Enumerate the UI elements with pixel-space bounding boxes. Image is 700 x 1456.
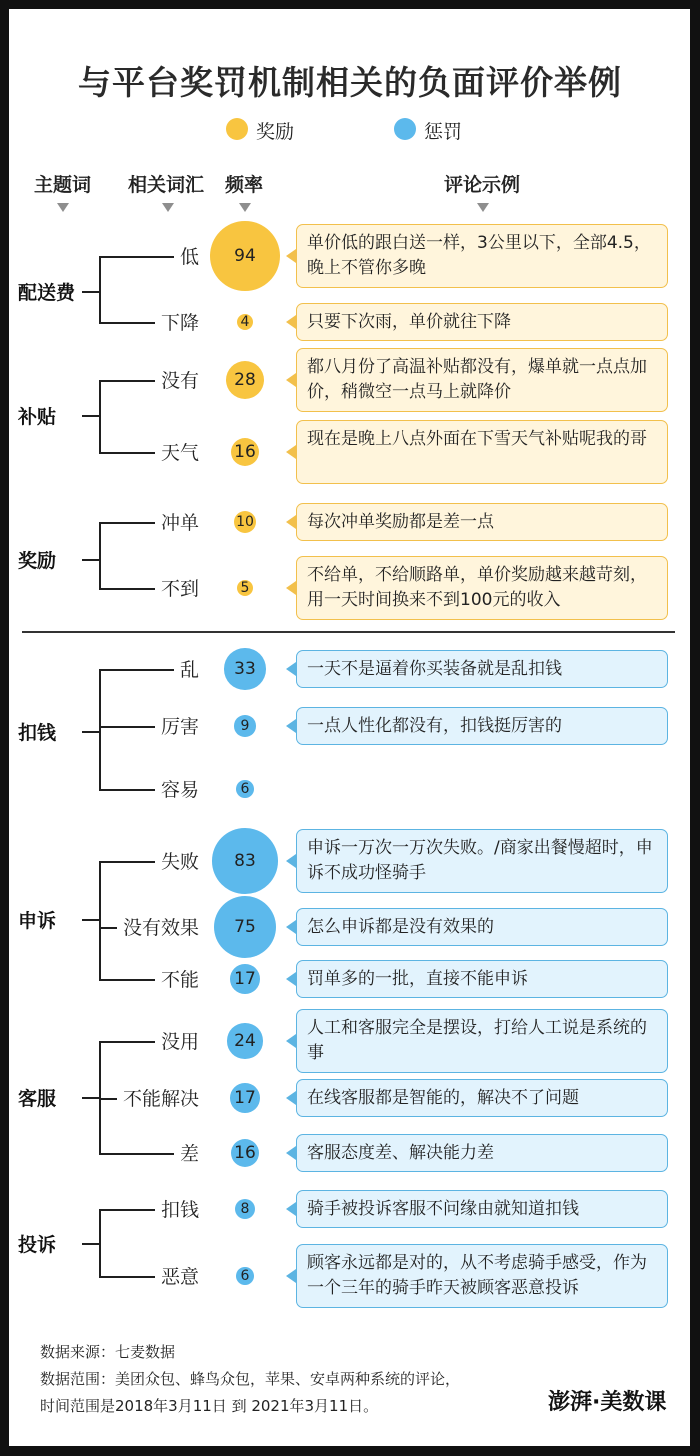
legend-punish-dot bbox=[394, 118, 416, 140]
header-topic: 主题词 bbox=[34, 174, 92, 196]
tree-branch-line bbox=[82, 1097, 99, 1099]
topic-label: 扣钱 bbox=[18, 722, 57, 744]
tree-trunk-line bbox=[99, 380, 101, 452]
topic-label: 配送费 bbox=[18, 282, 76, 304]
tree-leaf-line bbox=[99, 1209, 155, 1211]
tree-branch-line bbox=[82, 919, 99, 921]
section-divider bbox=[22, 631, 675, 633]
comment-box: 顾客永远都是对的，从不考虑骑手感受，作为一个三年的骑手昨天被顾客恶意投诉 bbox=[296, 1244, 668, 1308]
comment-pointer bbox=[286, 1269, 296, 1283]
page-title: 与平台奖罚机制相关的负面评价举例 bbox=[78, 63, 622, 102]
comment-pointer bbox=[286, 1091, 296, 1105]
topic-label: 客服 bbox=[18, 1088, 57, 1110]
frequency-bubble: 10 bbox=[234, 511, 257, 534]
comment-pointer bbox=[286, 972, 296, 986]
related-word: 不能解决 bbox=[123, 1088, 200, 1110]
comment-pointer bbox=[286, 445, 296, 459]
comment-box: 人工和客服完全是摆设，打给人工说是系统的事 bbox=[296, 1009, 668, 1073]
tree-trunk-line bbox=[99, 861, 101, 979]
brand-logo: 澎湃·美数课 bbox=[548, 1390, 667, 1415]
comment-box: 都八月份了高温补贴都没有，爆单就一点点加价，稍微空一点马上就降价 bbox=[296, 348, 668, 412]
topic-label: 补贴 bbox=[18, 406, 57, 428]
tree-leaf-line bbox=[99, 789, 155, 791]
tree-trunk-line bbox=[99, 256, 101, 322]
frequency-bubble: 75 bbox=[214, 896, 276, 958]
frequency-bubble: 5 bbox=[237, 580, 253, 596]
tree-branch-line bbox=[82, 1243, 99, 1245]
related-word: 没用 bbox=[161, 1031, 200, 1053]
frequency-bubble: 16 bbox=[231, 1139, 260, 1168]
frequency-bubble: 94 bbox=[210, 221, 280, 291]
header-word: 相关词汇 bbox=[128, 174, 205, 196]
comment-pointer bbox=[286, 581, 296, 595]
comment-pointer bbox=[286, 1202, 296, 1216]
tree-leaf-line bbox=[99, 979, 155, 981]
comment-pointer bbox=[286, 373, 296, 387]
comment-box: 申诉一万次一万次失败。/商家出餐慢超时，申诉不成功怪骑手 bbox=[296, 829, 668, 893]
related-word: 乱 bbox=[180, 659, 200, 681]
comment-pointer bbox=[286, 1146, 296, 1160]
comment-pointer bbox=[286, 1034, 296, 1048]
frequency-bubble: 9 bbox=[234, 715, 256, 737]
frequency-bubble: 24 bbox=[227, 1023, 262, 1058]
comment-box: 客服态度差、解决能力差 bbox=[296, 1134, 668, 1172]
frequency-bubble: 28 bbox=[226, 361, 264, 399]
comment-box: 骑手被投诉客服不问缘由就知道扣钱 bbox=[296, 1190, 668, 1228]
comment-box: 一天不是逼着你买装备就是乱扣钱 bbox=[296, 650, 668, 688]
topic-label: 申诉 bbox=[18, 910, 57, 932]
comment-pointer bbox=[286, 854, 296, 868]
related-word: 差 bbox=[180, 1143, 200, 1165]
tree-leaf-line bbox=[99, 861, 155, 863]
related-word: 恶意 bbox=[161, 1266, 200, 1288]
frequency-bubble: 33 bbox=[224, 648, 265, 689]
comment-box: 每次冲单奖励都是差一点 bbox=[296, 503, 668, 541]
footer-scope: 数据范围：美团众包、蜂鸟众包，苹果、安卓两种系统的评论， bbox=[40, 1370, 461, 1388]
footer-time: 时间范围是2018年3月11日 到 2021年3月11日。 bbox=[40, 1397, 379, 1415]
tree-leaf-line bbox=[99, 380, 155, 382]
tree-leaf-line bbox=[99, 522, 155, 524]
related-word: 厉害 bbox=[161, 716, 200, 738]
tree-trunk-line bbox=[99, 1209, 101, 1276]
related-word: 不能 bbox=[161, 969, 200, 991]
tree-leaf-line bbox=[99, 726, 155, 728]
comment-box: 现在是晚上八点外面在下雪天气补贴呢我的哥 bbox=[296, 420, 668, 484]
legend-reward-label: 奖励 bbox=[256, 121, 295, 143]
related-word: 下降 bbox=[161, 312, 200, 334]
topic-label: 投诉 bbox=[18, 1234, 57, 1256]
related-word: 容易 bbox=[161, 779, 200, 801]
header-comment: 评论示例 bbox=[444, 174, 521, 196]
frequency-bubble: 16 bbox=[231, 438, 260, 467]
header-comment-arrow-icon bbox=[477, 203, 489, 212]
tree-trunk-line bbox=[99, 522, 101, 588]
frequency-bubble: 17 bbox=[230, 1083, 260, 1113]
related-word: 天气 bbox=[161, 442, 200, 464]
tree-leaf-line bbox=[99, 1153, 174, 1155]
frequency-bubble: 83 bbox=[212, 828, 278, 894]
frequency-bubble: 8 bbox=[235, 1199, 255, 1219]
comment-box: 罚单多的一批，直接不能申诉 bbox=[296, 960, 668, 998]
comment-box: 单价低的跟白送一样，3公里以下，全部4.5，晚上不管你多晚 bbox=[296, 224, 668, 288]
header-word-arrow-icon bbox=[162, 203, 174, 212]
comment-box: 只要下次雨，单价就往下降 bbox=[296, 303, 668, 341]
comment-pointer bbox=[286, 920, 296, 934]
related-word: 没有 bbox=[161, 370, 200, 392]
comment-pointer bbox=[286, 515, 296, 529]
tree-leaf-line bbox=[99, 1276, 155, 1278]
topic-label: 奖励 bbox=[18, 550, 57, 572]
tree-leaf-line bbox=[99, 322, 155, 324]
frequency-bubble: 6 bbox=[236, 1267, 254, 1285]
header-freq-arrow-icon bbox=[239, 203, 251, 212]
comment-box: 不给单，不给顺路单，单价奖励越来越苛刻，用一天时间换来不到100元的收入 bbox=[296, 556, 668, 620]
tree-branch-line bbox=[82, 559, 99, 561]
legend-punish-label: 惩罚 bbox=[424, 121, 463, 143]
frequency-bubble: 6 bbox=[236, 780, 254, 798]
tree-leaf-line bbox=[99, 669, 174, 671]
related-word: 没有效果 bbox=[123, 917, 200, 939]
frequency-bubble: 4 bbox=[237, 314, 253, 330]
related-word: 冲单 bbox=[161, 512, 200, 534]
comment-pointer bbox=[286, 662, 296, 676]
related-word: 失败 bbox=[161, 851, 200, 873]
comment-box: 一点人性化都没有，扣钱挺厉害的 bbox=[296, 707, 668, 745]
tree-leaf-line bbox=[99, 452, 155, 454]
tree-trunk-line bbox=[99, 669, 101, 789]
related-word: 扣钱 bbox=[161, 1199, 200, 1221]
tree-leaf-line bbox=[99, 1041, 155, 1043]
comment-pointer bbox=[286, 315, 296, 329]
tree-leaf-line bbox=[99, 256, 174, 258]
header-freq: 频率 bbox=[225, 174, 264, 196]
tree-leaf-line bbox=[99, 588, 155, 590]
comment-box: 怎么申诉都是没有效果的 bbox=[296, 908, 668, 946]
related-word: 低 bbox=[180, 246, 200, 268]
legend-reward-dot bbox=[226, 118, 248, 140]
tree-leaf-line bbox=[99, 1098, 117, 1100]
header-topic-arrow-icon bbox=[57, 203, 69, 212]
footer-source: 数据来源：七麦数据 bbox=[40, 1343, 176, 1361]
comment-pointer bbox=[286, 249, 296, 263]
comment-box: 在线客服都是智能的，解决不了问题 bbox=[296, 1079, 668, 1117]
tree-branch-line bbox=[82, 291, 99, 293]
comment-pointer bbox=[286, 719, 296, 733]
tree-trunk-line bbox=[99, 1041, 101, 1153]
tree-leaf-line bbox=[99, 927, 117, 929]
tree-branch-line bbox=[82, 415, 99, 417]
frequency-bubble: 17 bbox=[230, 964, 260, 994]
tree-branch-line bbox=[82, 731, 99, 733]
related-word: 不到 bbox=[161, 578, 200, 600]
